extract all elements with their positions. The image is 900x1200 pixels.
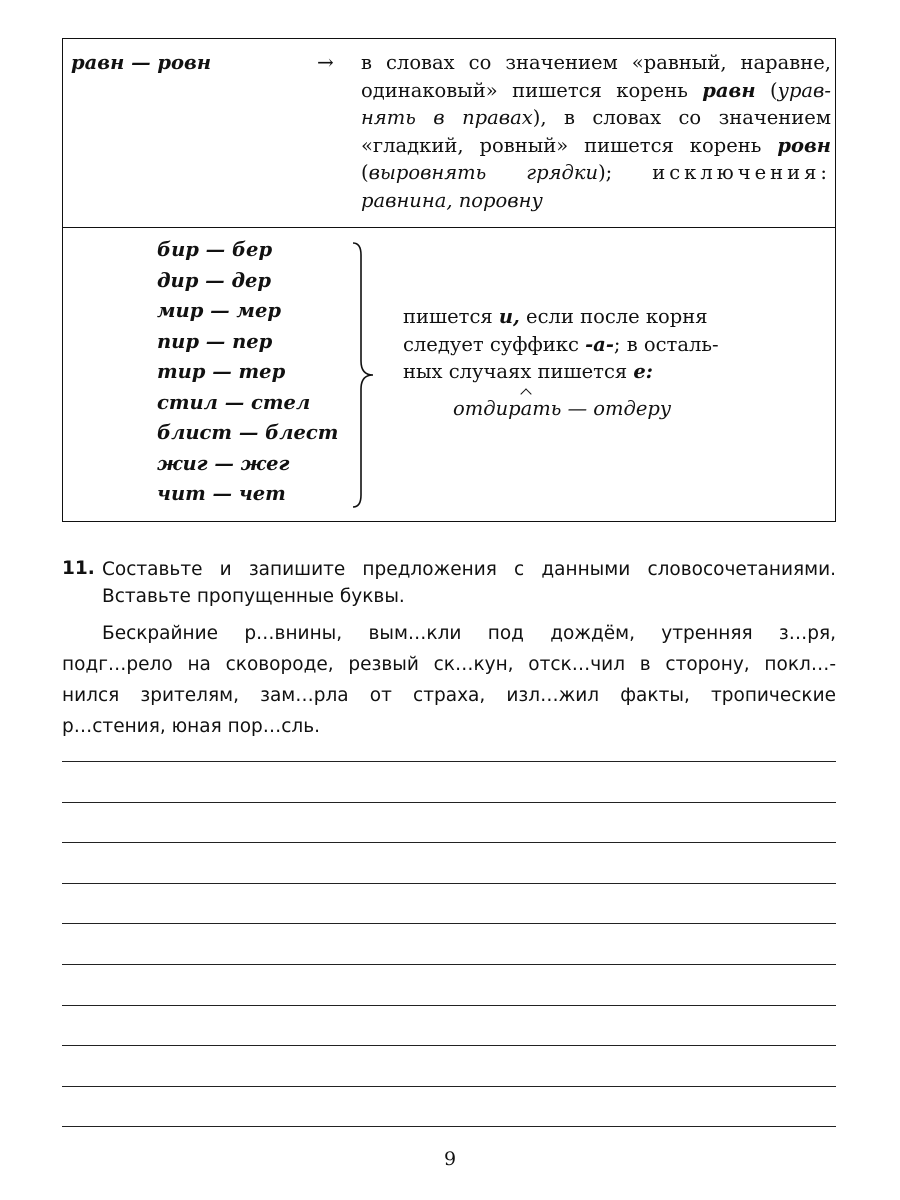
root-pair: пир — пер <box>157 329 273 353</box>
root-pair: стил — стел <box>157 390 311 414</box>
writing-line[interactable] <box>62 1045 836 1046</box>
root-list <box>157 235 338 510</box>
task-line: Вставьте пропущенные буквы. <box>102 586 405 607</box>
root-pair: жиг — жег <box>157 451 290 475</box>
text-line: нился зрителям, зам…рла от страха, изл…жил факты, тропические <box>62 685 836 706</box>
writing-line[interactable] <box>62 802 836 803</box>
text-line: Бескрайние р…внины, вым…кли под дождём, утренняя з…ря, <box>102 623 836 644</box>
exceptions-label: исключения: <box>652 161 831 184</box>
rule-line: следует суффикс -а-; в осталь- <box>403 332 719 356</box>
exercise-task <box>102 556 836 610</box>
root-pair: дир — дер <box>157 268 272 292</box>
suffix-mark: а <box>520 397 533 420</box>
root-pair: блист — блест <box>157 421 339 444</box>
text-line: р…стения, юная пор…сль. <box>62 716 321 737</box>
rule-explanation <box>361 49 831 214</box>
writing-line[interactable] <box>62 842 836 843</box>
suffix-highlight: -а- <box>585 332 614 356</box>
rule-line: ных случаях пишется е: <box>403 360 653 383</box>
root-pair: мир — мер <box>157 299 282 322</box>
writing-line[interactable] <box>62 964 836 965</box>
rule-line: одинаковый» пишется корень равн (урав- <box>361 78 831 102</box>
exceptions-list: равнина, поровну <box>361 188 543 212</box>
writing-line[interactable] <box>62 923 836 924</box>
table-divider <box>63 227 835 228</box>
root-highlight: равн <box>702 78 756 102</box>
root-highlight: ровн <box>777 133 831 157</box>
writing-line[interactable] <box>62 883 836 884</box>
letter-highlight: е: <box>633 360 653 383</box>
root-pair: бир — бер <box>157 238 273 261</box>
letter-highlight: и, <box>498 305 520 328</box>
rule-row-ravn-rovn <box>63 39 835 227</box>
rule-table <box>62 38 836 522</box>
root-pair: равн — ровн <box>71 51 212 74</box>
rule-line: (выровнять грядки); исключения: <box>361 161 831 184</box>
rule-line: пишется и, если после корня <box>403 305 708 328</box>
example-text: нять в правах <box>361 106 533 129</box>
root-pair: тир — тер <box>157 360 286 383</box>
rule-line <box>361 187 831 215</box>
rule-line: «гладкий, ровный» пишется корень ровн <box>361 133 831 157</box>
writing-line[interactable] <box>62 761 836 762</box>
exercise-text <box>62 618 836 742</box>
arrow-icon: → <box>317 50 334 74</box>
curly-brace-icon <box>351 241 377 509</box>
writing-line[interactable] <box>62 1126 836 1127</box>
rule-explanation <box>403 303 719 386</box>
writing-line[interactable] <box>62 1086 836 1087</box>
example-text: урав- <box>777 78 831 102</box>
root-pair: чит — чет <box>157 482 286 505</box>
rule-line: в словах со значением «равный, наравне, <box>361 51 831 74</box>
example-text: выровнять грядки <box>368 161 599 184</box>
rule-row-alternating-roots <box>63 229 835 521</box>
writing-line[interactable] <box>62 1005 836 1006</box>
page-number: 9 <box>443 1148 457 1170</box>
task-line: Составьте и запишите предложения с данными словосочетаниями. <box>102 559 836 580</box>
text-line: подг…рело на сковороде, резвый ск…кун, отск…чил в сторону, покл…- <box>62 654 836 675</box>
rule-example: отдирать — отдеру <box>453 397 672 420</box>
rule-line: нять в правах), в словах со значением <box>361 106 832 129</box>
exercise-number: 11. <box>62 558 95 579</box>
